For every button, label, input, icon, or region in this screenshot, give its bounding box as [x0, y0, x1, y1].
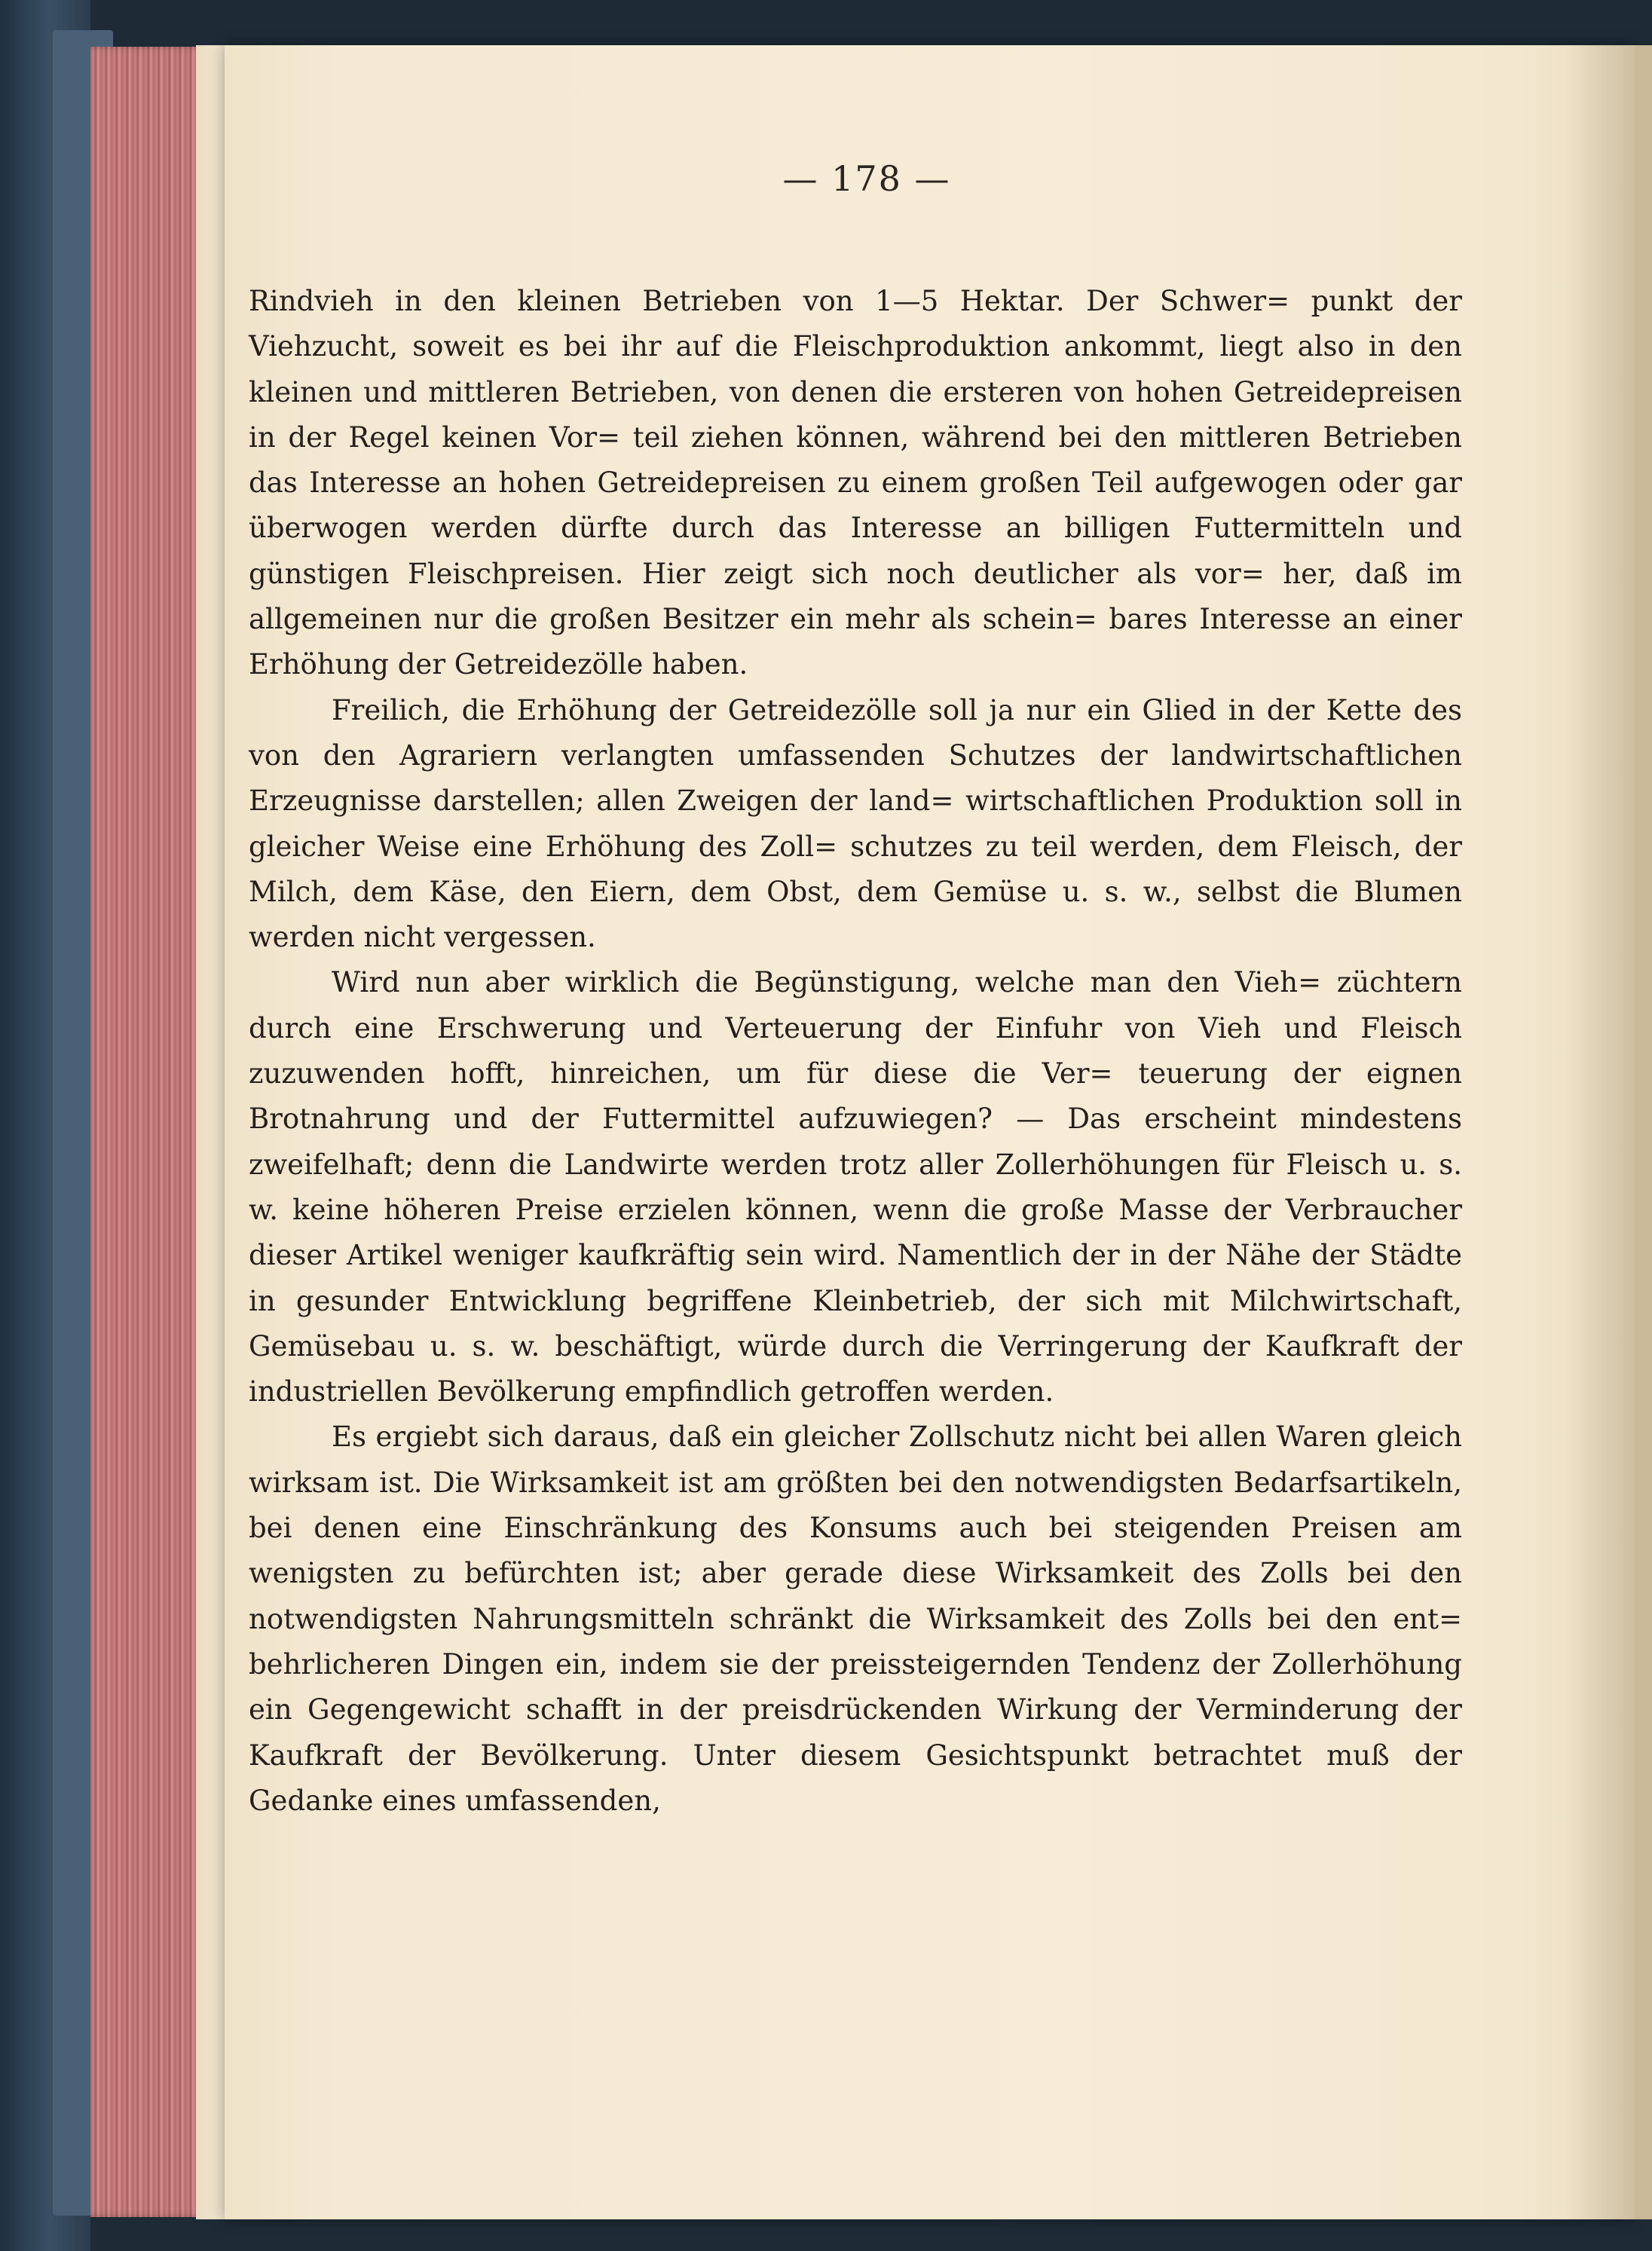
page-number: — 178 — [782, 158, 951, 199]
page-stack-inner [196, 45, 226, 2219]
paragraph-2: Freilich, die Erhöhung der Getreidezölle soll ja nur ein Glied in der Kette des von den Agrariern verlangten umfassenden Schutzes der landwirtschaftlichen Erzeugnisse darstellen; allen Zweigen der land= wirtschaftlichen Produktion soll in gleicher Weise eine Erhöhung des Zoll= schutzes zu teil werden, dem Fleisch, der Milch, dem Käse, den Eiern, dem Obst, dem Gemüse u. s. w., selbst die Blumen werden nicht vergessen. [249, 693, 1462, 954]
paragraph-3: Wird nun aber wirklich die Begünstigung, welche man den Vieh= züchtern durch eine Erschwerung und Verteuerung der Einfuhr von Vieh und Fleisch zuzuwenden hofft, hinreichen, um für diese die Ver= teuerung der eignen Brotnahrung und der Futtermittel aufzuwiegen? — Das erscheint mindestens zweifelhaft; denn die Landwirte werden trotz aller Zollerhöhungen für Fleisch u. s. w. keine höheren Preise erzielen können, wenn die große Masse der Verbraucher dieser Artikel weniger kaufkräftig sein wird. Namentlich der in der Nähe der Städte in gesunder Entwicklung begriffene Kleinbetrieb, der sich mit Milchwirtschaft, Gemüsebau u. s. w. beschäftigt, würde durch die Verringerung der Kaufkraft der industriellen Bevölkerung empfindlich getroffen werden. [249, 966, 1462, 1408]
paragraph-4: Es ergiebt sich daraus, daß ein gleicher Zollschutz nicht bei allen Waren gleich wirksam ist. Die Wirksamkeit ist am größten bei den notwendigsten Bedarfsartikeln, bei denen eine Einschränkung des Konsums auch bei steigenden Preisen am wenigsten zu befürchten ist; aber gerade diese Wirksamkeit des Zolls bei den notwendigsten Nahrungsmitteln schränkt die Wirksamkeit des Zolls bei den ent= behrlicheren Dingen ein, indem sie der preissteigernden Tendenz der Zollerhöhung ein Gegengewicht schafft in der preisdrückenden Wirkung der Verminderung der Kaufkraft der Bevölkerung. Unter diesem Gesichtspunkt betrachtet muß der Gedanke eines umfassenden, [249, 1421, 1462, 1817]
paragraph-1: Rindvieh in den kleinen Betrieben von 1—5 Hektar. Der Schwer= punkt der Viehzucht, soweit es bei ihr auf die Fleischproduktion ankommt, liegt also in den kleinen und mittleren Betrieben, von denen die ersteren von hohen Getreidepreisen in der Regel keinen Vor= teil ziehen können, während bei den mittleren Betrieben das Interesse an hohen Getreidepreisen zu einem großen Teil aufgewogen oder gar überwogen werden dürfte durch das Interesse an billigen Futtermitteln und günstigen Fleischpreisen. Hier zeigt sich noch deutlicher als vor= her, daß im allgemeinen nur die großen Besitzer ein mehr als schein= bares Interesse an einer Erhöhung der Getreidezölle haben. [249, 285, 1462, 681]
gutter-shadow [1568, 45, 1635, 2219]
facing-page-edge [1635, 45, 1652, 2219]
body-text [249, 279, 1462, 1824]
